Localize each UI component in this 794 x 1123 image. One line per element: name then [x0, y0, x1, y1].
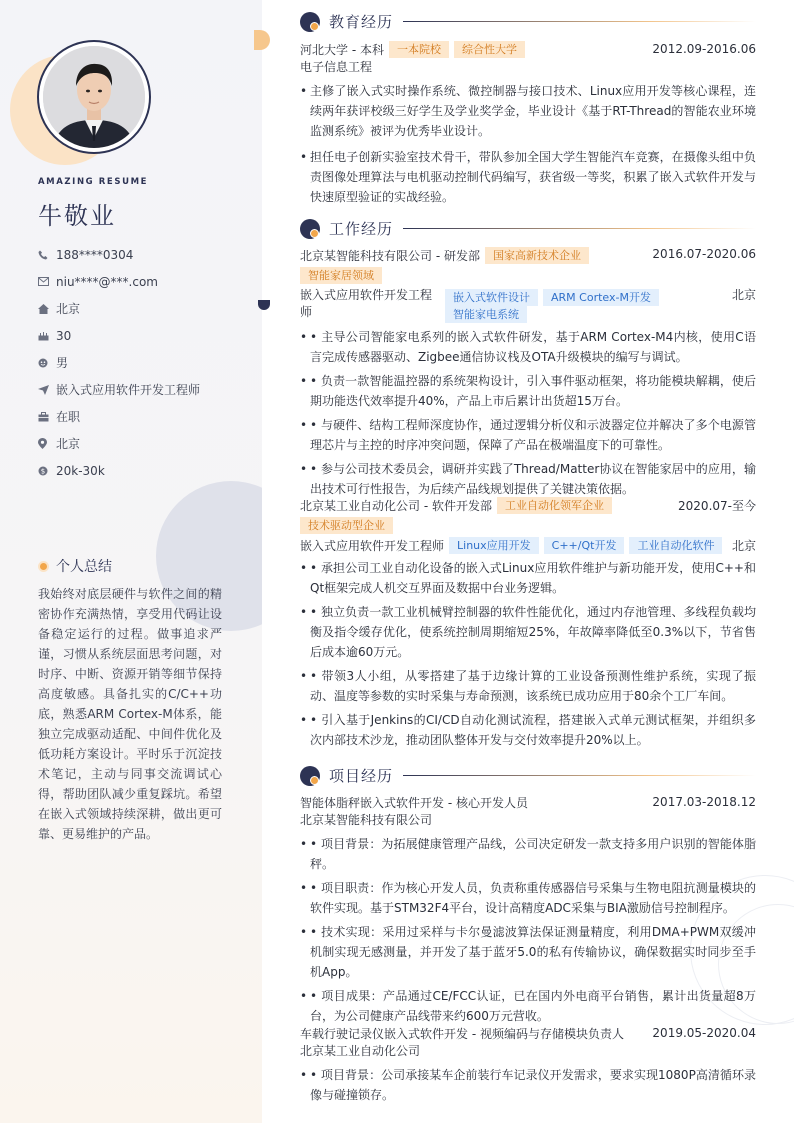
email-icon [38, 277, 56, 286]
bullet-item: • • 引入基于Jenkins的CI/CD自动化测试流程，搭建嵌入式单元测试框架，并组织多次内部技术沙龙，推动团队整体开发与交付效率提升20%以上。 [300, 710, 756, 750]
job-position: 嵌入式应用软件开发工程师 [300, 539, 445, 553]
info-salary-text: 20k-30k [56, 463, 105, 478]
school-tag: 综合性大学 [454, 41, 525, 58]
project-date: 2017.03-2018.12 [652, 795, 756, 809]
bullet-item: • • 主导公司智能家电系列的嵌入式软件研发，基于ARM Cortex-M4内核，使用C语言完成传感器驱动、Zigbee通信协议栈及OTA升级模块的编写与调试。 [300, 327, 756, 367]
skill-tag: 工业自动化软件 [629, 537, 722, 554]
bullet-item: • • 带领3人小组，从零搭建了基于边缘计算的工业设备预测性维护系统，实现了振动、温度等参数的实时采集与寿命预测，该系统已成功应用于80余个工厂车间。 [300, 666, 756, 706]
education-bullets [300, 81, 756, 207]
bullet-item: • 担任电子创新实验室技术骨干，带队参加全国大学生智能汽车竞赛，在摄像头组中负责图像处理算法与电机驱动控制代码编写，获省级一等奖，积累了嵌入式软件开发与快速原型验证的实战经验。 [300, 147, 756, 207]
home-icon [38, 304, 56, 314]
job-bullets [300, 327, 756, 499]
svg-text:$: $ [40, 466, 46, 475]
avatar-frame [37, 40, 151, 154]
education-date: 2012.09-2016.06 [652, 42, 756, 56]
job-entry [300, 497, 756, 750]
company-tag: 智能家居领域 [300, 267, 382, 284]
summary-text: 我始终对底层硬件与软件之间的精密协作充满热情，享受用代码让设备稳定运行的过程。做事追求严谨，习惯从系统层面思考问题，对时序、中断、资源开销等细节保持高度敏感。具备扎实的C/C++功底，熟悉ARM Cortex-M体系，能独立完成驱动适配、中间件优化及低功耗方案设计。平时乐于沉淀技术笔记，主动与同事交流调试心得，帮助团队减少重复踩坑。希望在嵌入式领域持续深耕，做出更可靠、更易维护的产品。 [38, 587, 222, 841]
info-status-text: 在职 [56, 410, 81, 424]
info-email-text: niu****@***.com [56, 274, 158, 289]
info-salary [38, 457, 238, 484]
job-date: 2020.07-至今 [678, 499, 756, 513]
summary-heading [38, 556, 112, 576]
work-title: 工作经历 [329, 220, 394, 238]
section-icon [300, 219, 320, 239]
job-entry [300, 247, 756, 499]
phone-icon [38, 250, 56, 260]
project-name: 车载行驶记录仪嵌入式软件开发 - 视频编码与存储模块负责人 [300, 1026, 624, 1041]
bullet-item: • • 项目背景：公司承接某车企前装行车记录仪开发需求，要求实现1080P高清循环录像与碰撞锁存。 [300, 1065, 756, 1105]
info-location [38, 430, 238, 457]
job-date: 2016.07-2020.06 [652, 247, 756, 261]
project-date: 2019.05-2020.04 [652, 1026, 756, 1040]
briefcase-icon [38, 412, 56, 422]
section-icon [300, 766, 320, 786]
info-email [38, 268, 238, 295]
skill-tag: 智能家电系统 [445, 306, 527, 323]
company-name: 北京某智能科技有限公司 - 研发部 [300, 249, 480, 263]
skill-tag: ARM Cortex-M开发 [543, 289, 659, 306]
skill-tag: 嵌入式软件设计 [445, 289, 538, 306]
school-tag: 一本院校 [389, 41, 449, 58]
info-gender-text: 男 [56, 356, 69, 370]
skill-tag: Linux应用开发 [449, 537, 539, 554]
section-divider [403, 228, 756, 229]
send-icon [38, 385, 56, 395]
school-name: 河北大学 - 本科 [300, 42, 384, 57]
info-position [38, 376, 238, 403]
bullet-item: • 主修了嵌入式实时操作系统、微控制器与接口技术、Linux应用开发等核心课程，连续两年获评校级三好学生及学业奖学金，毕业设计《基于RT-Thread的智能农业环境监测系统》被评为优秀毕业设计。 [300, 81, 756, 141]
info-age [38, 322, 238, 349]
major: 电子信息工程 [300, 60, 373, 74]
gender-icon [38, 358, 56, 368]
bullet-item: • • 独立负责一款工业机械臂控制器的软件性能优化，通过内存池管理、多线程负载均衡及指令缓存优化，使系统控制周期缩短25%，年故障率降低至0.3%以下，节省售后成本逾60万元。 [300, 602, 756, 662]
project-entry [300, 793, 756, 1026]
section-icon [300, 12, 320, 32]
info-phone [38, 241, 238, 268]
bullet-item: • • 技术实现：采用过采样与卡尔曼滤波算法保证测量精度，利用DMA+PWM双缓冲机制实现无感测量，并开发了基于蓝牙5.0的私有传输协议，确保数据实时同步至手机App。 [300, 922, 756, 982]
job-bullets [300, 558, 756, 750]
decorative-orange-tab [254, 30, 270, 50]
cake-icon [38, 331, 56, 341]
company-tag: 技术驱动型企业 [300, 517, 393, 534]
summary-title: 个人总结 [56, 559, 112, 575]
project-bullets [300, 1065, 756, 1105]
contact-info-list [38, 241, 238, 484]
project-bullets [300, 834, 756, 1026]
main-content [262, 0, 794, 1123]
bullet-item: • • 项目背景：为拓展健康管理产品线，公司决定研发一款支持多用户识别的智能体脂秤。 [300, 834, 756, 874]
projects-title: 项目经历 [329, 767, 394, 785]
bullet-item: • • 承担公司工业自动化设备的嵌入式Linux应用软件维护与新功能开发，使用C++和Qt框架完成人机交互界面及数据中台业务逻辑。 [300, 558, 756, 598]
bullet-item: • • 项目职责：作为核心开发人员，负责称重传感器信号采集与生物电阻抗测量模块的软件实现。基于STM32F4平台，设计高精度ADC采集与BIA激励信号控制程序。 [300, 878, 756, 918]
info-location-text: 北京 [56, 437, 81, 451]
bullet-item: • • 负责一款智能温控器的系统架构设计，引入事件驱动框架，将功能模块解耦，使后期功能迭代效率提升40%，产品上市后累计出货超15万台。 [300, 371, 756, 411]
candidate-name: 牛敬业 [38, 202, 116, 230]
info-phone-text: 188****0304 [56, 247, 134, 262]
project-company: 北京某智能科技有限公司 [300, 813, 433, 827]
bullet-item: • • 参与公司技术委员会，调研并实践了Thread/Matter协议在智能家居中的应用，输出技术可行性报告，为后续产品线规划提供了关键决策依据。 [300, 459, 756, 499]
bullet-item: • • 与硬件、结构工程师深度协作，通过逻辑分析仪和示波器定位并解决了多个电源管理芯片与主控的时序冲突问题，保障了产品在极端温度下的可靠性。 [300, 415, 756, 455]
projects-section-heading [300, 765, 756, 786]
summary-bullet-icon [38, 561, 49, 572]
work-section-heading [300, 218, 756, 239]
avatar [43, 46, 145, 148]
info-position-text: 嵌入式应用软件开发工程师 [56, 383, 201, 397]
skill-tag: C++/Qt开发 [544, 537, 625, 554]
job-position: 嵌入式应用软件开发工程师 [300, 288, 433, 319]
section-divider [403, 21, 756, 22]
info-gender [38, 349, 238, 376]
salary-icon [38, 466, 56, 476]
company-tag: 国家高新技术企业 [485, 247, 589, 264]
education-entry [300, 40, 756, 207]
section-divider [403, 775, 756, 776]
decorative-navy-tab [258, 300, 270, 310]
bullet-item: • • 项目成果：产品通过CE/FCC认证，已在国内外电商平台销售，累计出货量超8万台，为公司健康产品线带来约600万元营收。 [300, 986, 756, 1026]
tagline: AMAZING RESUME [38, 177, 149, 187]
info-home [38, 295, 238, 322]
education-section-heading [300, 11, 756, 32]
info-home-text: 北京 [56, 302, 81, 316]
location-pin-icon [38, 438, 56, 449]
company-name: 北京某工业自动化公司 - 软件开发部 [300, 499, 492, 513]
company-tag: 工业自动化领军企业 [497, 497, 612, 514]
project-name: 智能体脂秤嵌入式软件开发 - 核心开发人员 [300, 795, 528, 810]
education-title: 教育经历 [329, 13, 394, 31]
job-city: 北京 [731, 539, 756, 553]
project-entry [300, 1024, 756, 1105]
job-city: 北京 [732, 288, 757, 302]
info-age-text: 30 [56, 328, 72, 343]
project-company: 北京某工业自动化公司 [300, 1044, 421, 1058]
sidebar [0, 0, 262, 1123]
info-status [38, 403, 238, 430]
